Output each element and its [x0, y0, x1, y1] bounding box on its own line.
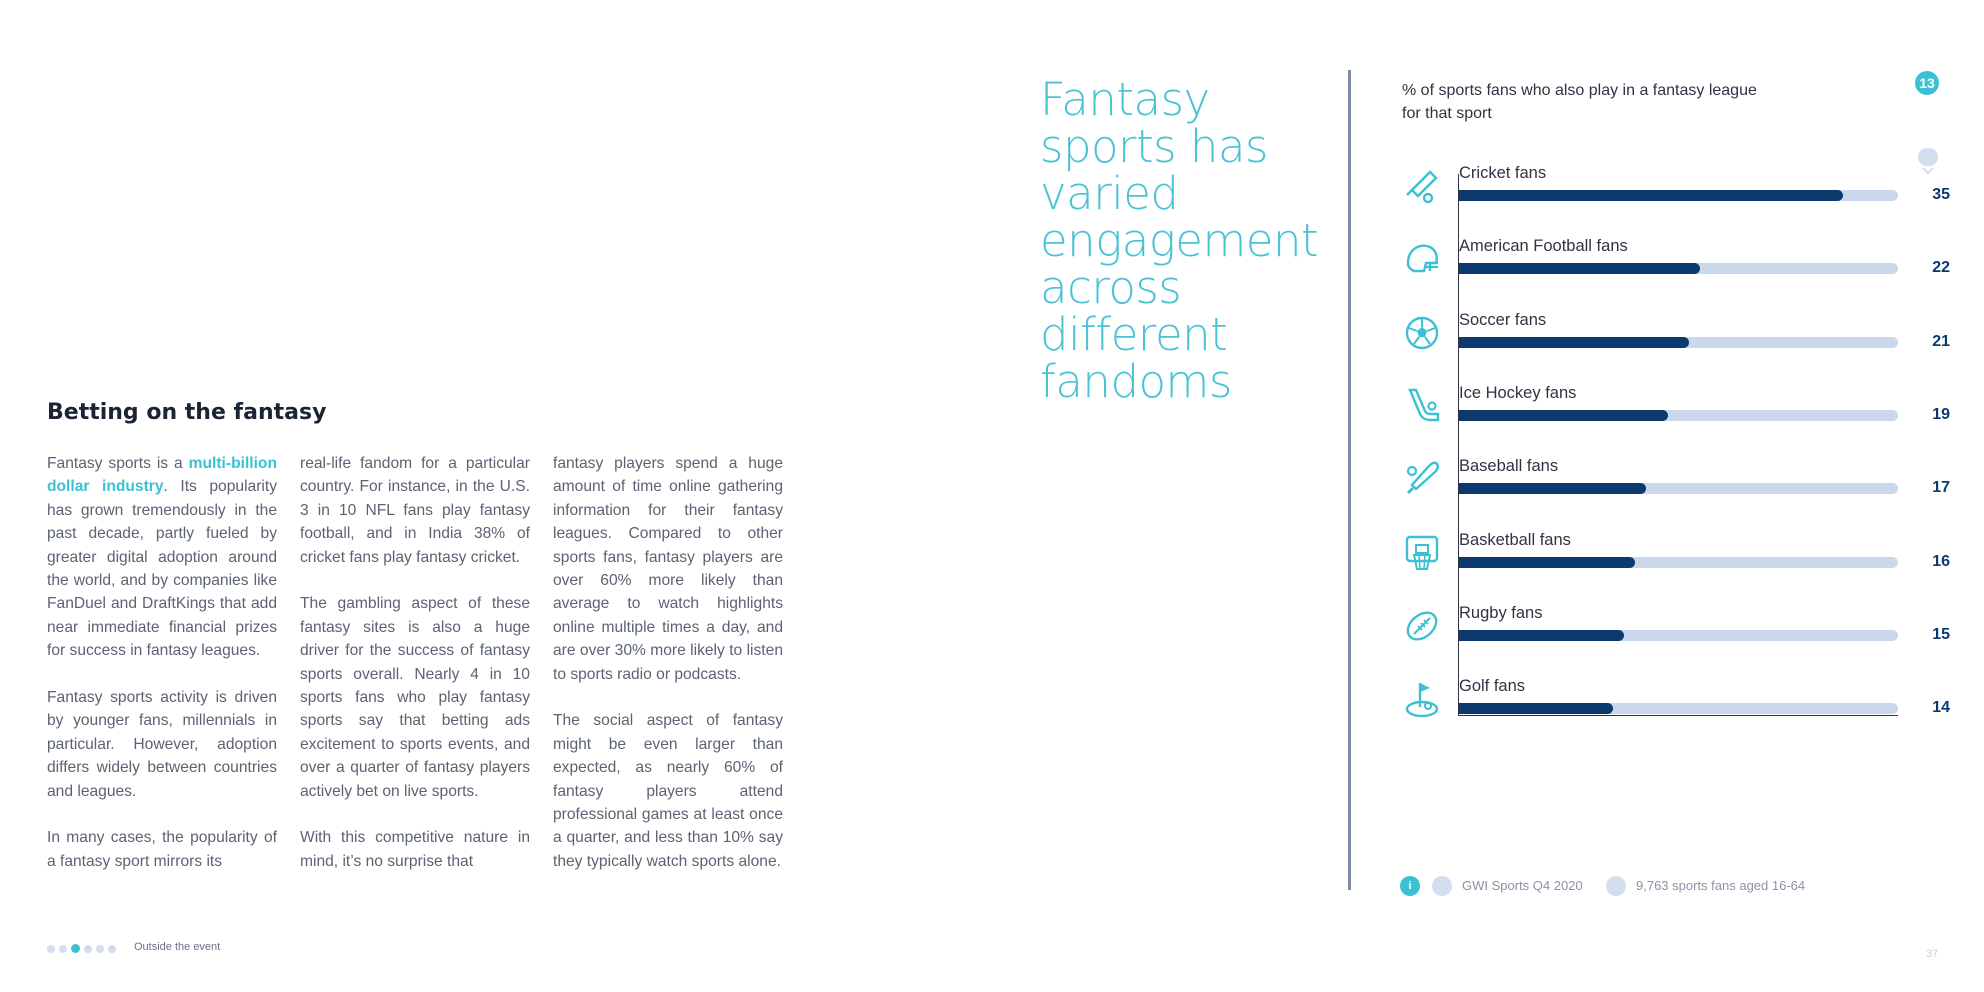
bar-track	[1459, 557, 1898, 568]
chart-row	[1400, 677, 1960, 737]
chart-row	[1400, 311, 1960, 371]
bar	[1459, 190, 1843, 201]
bar-label: Basketball fans	[1459, 530, 1571, 549]
rugby-ball-icon	[1400, 604, 1444, 648]
bar	[1459, 630, 1624, 641]
bar	[1459, 337, 1689, 348]
page-title: Fantasy sports has varied engagement across different fandoms	[1040, 73, 1319, 408]
article-column-3	[553, 452, 783, 897]
bar-track	[1459, 483, 1898, 494]
bar-label: American Football fans	[1459, 237, 1628, 256]
bar-track	[1459, 703, 1898, 714]
bar-label: Baseball fans	[1459, 457, 1559, 476]
divider	[1348, 70, 1351, 890]
page-dot[interactable]	[71, 944, 80, 953]
info-icon[interactable]: i	[1400, 876, 1420, 896]
paragraph: fantasy players spend a huge amount of time online gathering information for their fantasy leagues. Compared to other sports fans, fantasy players are over 60% more likely than average to watch highlights online multiple times a day, and are over 30% more likely to listen to sports radio or podcasts.	[553, 455, 783, 683]
bar-value: 21	[1932, 332, 1950, 350]
highlight-link[interactable]: multi-billion dollar industry	[47, 455, 277, 496]
chart-title: % of sports fans who also play in a fantasy league for that sport	[1402, 82, 1757, 122]
page-dot[interactable]	[84, 945, 92, 953]
bar-track	[1459, 337, 1898, 348]
chart-row	[1400, 237, 1960, 297]
paragraph: With this competitive nature in mind, it’s no surprise that	[300, 829, 530, 870]
bar-label: Rugby fans	[1459, 603, 1543, 622]
bar-track	[1459, 410, 1898, 421]
football-helmet-icon	[1400, 237, 1444, 281]
article-column-1	[47, 452, 277, 897]
page-dot[interactable]	[47, 945, 55, 953]
baseball-bat-icon	[1400, 457, 1444, 501]
article-column-2	[300, 452, 530, 897]
page-number: 37	[1926, 948, 1939, 960]
bar	[1459, 263, 1700, 274]
bar-value: 19	[1932, 405, 1950, 423]
page-dot[interactable]	[59, 945, 67, 953]
bar-track	[1459, 190, 1898, 201]
paragraph: real-life fandom for a particular country. For instance, in the U.S. 3 in 10 NFL fans play fantasy football, and in India 38% of cricket fans play fantasy cricket.	[300, 455, 530, 566]
bar-label: Ice Hockey fans	[1459, 383, 1577, 402]
chart-baseline	[1458, 715, 1898, 716]
chart-row	[1400, 164, 1960, 224]
chart-row	[1400, 384, 1960, 444]
chart-axis	[1458, 174, 1459, 716]
section-label: Outside the event	[134, 941, 221, 953]
scroll-down-icon[interactable]	[1917, 147, 1939, 175]
people-icon	[1606, 876, 1626, 896]
chart-row	[1400, 457, 1960, 517]
chart-row	[1400, 604, 1960, 664]
page-dot[interactable]	[108, 945, 116, 953]
bar-label: Soccer fans	[1459, 310, 1547, 329]
golf-icon	[1400, 677, 1444, 721]
hockey-stick-icon	[1400, 384, 1444, 428]
page-nav-dots	[47, 944, 116, 953]
bar-track	[1459, 263, 1898, 274]
chart-row	[1400, 531, 1960, 591]
bar-value: 14	[1932, 699, 1950, 717]
bar	[1459, 557, 1635, 568]
bar-value: 22	[1932, 259, 1950, 277]
soccer-ball-icon	[1400, 311, 1444, 355]
bar-value: 16	[1932, 552, 1950, 570]
bar	[1459, 483, 1646, 494]
paragraph: The gambling aspect of these fantasy sites is also a huge driver for the success of fantasy sports overall. Nearly 4 in 10 sports fans who play fantasy sports say that betting ads excitement to sports events, and over a quarter of fantasy players actively bet on live sports.	[300, 595, 530, 800]
bar-track	[1459, 630, 1898, 641]
bar-label: Golf fans	[1459, 677, 1526, 696]
paragraph	[47, 452, 277, 663]
paragraph: In many cases, the popularity of a fantasy sport mirrors its	[47, 829, 277, 870]
bar	[1459, 410, 1668, 421]
cricket-icon	[1400, 164, 1444, 208]
text: . Its popularity has grown tremendously in the past decade, partly fueled by greater digital adoption around the world, and by companies like FanDuel and DraftKings that add near immediate financial prizes for success in fantasy leagues.	[47, 478, 277, 660]
bar-label: Cricket fans	[1459, 164, 1547, 182]
bar-value: 17	[1932, 479, 1950, 497]
paragraph: The social aspect of fantasy might be even larger than expected, as nearly 60% of fantasy players attend professional games at least once a quarter, and less than 10% say they typically watch sports alone.	[553, 712, 783, 870]
bar-value: 15	[1932, 625, 1950, 643]
page-badge[interactable]: 13	[1915, 71, 1939, 95]
article-heading: Betting on the fantasy	[47, 400, 327, 425]
sample-text: 9,763 sports fans aged 16-64	[1636, 878, 1806, 893]
page-dot[interactable]	[96, 945, 104, 953]
bar	[1459, 703, 1613, 714]
text: Fantasy sports is a	[47, 455, 189, 472]
source-text: GWI Sports Q4 2020	[1462, 878, 1583, 893]
paragraph: Fantasy sports activity is driven by younger fans, millennials in particular. However, adoption differs widely between countries and leagues.	[47, 689, 277, 800]
basketball-hoop-icon	[1400, 531, 1444, 575]
bar-value: 35	[1932, 186, 1950, 203]
calendar-icon	[1432, 876, 1452, 896]
